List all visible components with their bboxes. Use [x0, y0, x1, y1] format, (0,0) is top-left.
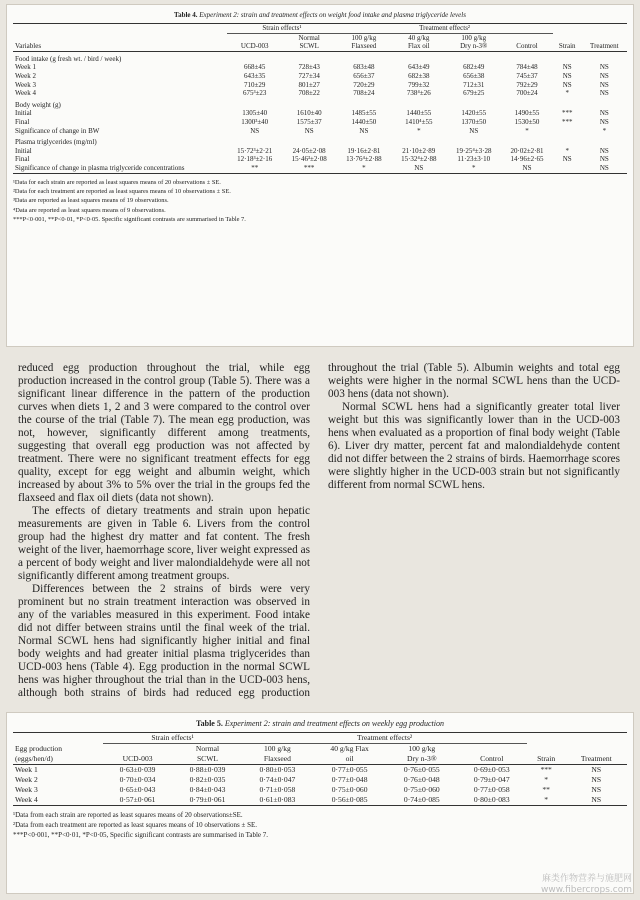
header-group-row — [13, 24, 627, 34]
column-header-line2: (eggs/hen/d) — [13, 754, 103, 765]
column-header-line2: UCD-003 — [227, 42, 281, 51]
table-cell: 1410⁴±55 — [405, 117, 433, 126]
header-row-2 — [13, 42, 627, 51]
column-header-line1: 100 g/kg — [351, 33, 377, 42]
table-row — [13, 164, 627, 173]
table-row — [13, 785, 627, 795]
table-cell: 1300³±40 — [241, 117, 269, 126]
table-cell: NS — [599, 71, 609, 80]
section-title: Body weight (g) — [15, 100, 61, 109]
table-cell: * — [602, 126, 607, 135]
table-cell: *** — [540, 765, 552, 774]
table-cell: NS — [469, 126, 479, 135]
column-header-line2: Treatment — [582, 42, 627, 51]
table-cell: 799±32 — [408, 80, 430, 89]
table-note: ²Data for each treatment are reported as least squares means of 10 observations ± SE. — [13, 187, 231, 195]
table-cell: 0·77±0·058 — [473, 785, 510, 794]
table-cell: NS — [391, 164, 446, 173]
section-row — [13, 51, 627, 63]
table-cell: NS — [250, 126, 260, 135]
table-5-box — [6, 712, 634, 894]
column-header-line2: UCD-003 — [103, 754, 173, 765]
body-paragraph: Differences between the 2 strains of birds were very prominent but no strain treatment interaction was observed in any of the variables measured in this experiment. Food intake did not differ between strains until the final week of the trial. Normal SCWL hens had significantly higher initial and final body weights and had greater initial plasma triglycerides than UCD-003 hens (Table 4). Egg production in the normal SCWL hens was higher throughout the trial than in the UCD-003 hens, although both strains of birds had reduced egg production throughout the trial (Table 5). Albumin weights and total egg weights were higher in the normal SCWL hens than the UCD-003 hens (data not shown). — [18, 362, 620, 699]
table-cell: 727±34 — [298, 71, 320, 80]
watermark-line-1: 麻类作物营养与施肥网 — [541, 874, 632, 884]
table-cell: 0·82±0·035 — [189, 775, 226, 784]
table-cell: NS — [562, 155, 572, 164]
table-cell: * — [565, 89, 569, 98]
column-header-line1 — [227, 33, 281, 42]
table-cell: 0·76±0·048 — [403, 775, 440, 784]
table-cell: * — [565, 146, 569, 155]
column-header-line2: Treatment — [566, 754, 627, 765]
table-cell: ** — [227, 164, 281, 173]
table-cell: ** — [542, 785, 550, 794]
header-group-row — [13, 733, 627, 744]
column-header-line2: Variables — [13, 42, 227, 51]
header-spacer — [582, 24, 627, 34]
table-cell — [553, 127, 582, 136]
table-cell: NS — [599, 155, 609, 164]
column-header-line1: Egg production — [15, 744, 63, 753]
table-cell: 728±43 — [298, 63, 320, 72]
table-cell: *** — [561, 109, 573, 118]
column-header-line1 — [566, 744, 627, 755]
table-row — [13, 775, 627, 785]
table-cell: 11·23±3·10 — [457, 155, 491, 164]
row-label: Initial — [15, 146, 32, 155]
table-cell: * — [336, 164, 391, 173]
table-note: ¹Data for each strain are reported as least squares means of 20 observations ± SE. — [13, 178, 221, 186]
table-cell: 0·80±0·083 — [457, 795, 527, 806]
table-row — [13, 81, 627, 90]
table-cell: * — [446, 164, 501, 173]
treatment-effects-group: Treatment effects² — [336, 24, 552, 34]
table-cell: 656±37 — [353, 71, 375, 80]
table-cell: 682±49 — [463, 63, 485, 72]
table-cell: 0·75±0·060 — [331, 785, 368, 794]
table-cell: 745±37 — [516, 71, 538, 80]
table-row — [13, 118, 627, 127]
table-cell: NS — [566, 795, 627, 806]
column-header-line1 — [13, 33, 227, 42]
table-cell: NS — [591, 765, 602, 774]
column-header-line1 — [457, 744, 527, 755]
table-cell: 1485±55 — [351, 109, 377, 118]
table-row — [13, 63, 627, 72]
table-note: ***P<0·001, **P<0·01, *P<0·05, Specific significant contrasts are summarised in Table 7. — [13, 831, 269, 839]
section-title: Plasma triglycerides (mg/ml) — [15, 138, 97, 147]
table-cell: 1420±55 — [461, 109, 487, 118]
table-cell: 0·57±0·061 — [103, 795, 173, 806]
table-cell: * — [544, 775, 549, 784]
row-label: Week 2 — [15, 71, 37, 80]
table-4-notes — [13, 178, 627, 225]
strain-effects-group: Strain effects¹ — [227, 24, 336, 34]
table-cell: 12·18³±2·16 — [237, 155, 273, 164]
column-header-line2: Control — [501, 42, 553, 51]
table-row — [13, 795, 627, 806]
header-spacer — [527, 733, 566, 744]
body-paragraph: reduced egg production throughout the trial, while egg production increased in the control group (Table 5). There was a significant linear difference in the pattern of the production curves when diets 1, 2 and 3 were compared to the control over the course of the trial (Table 7). The mean egg production, was not, however, significantly different among treatments, suggesting that overall egg production was not affected by treatment. There were no significant treatment effects for egg quality, except for egg weight and albumin weight, which increased by about 3% to 5% over the trial in the groups fed the flaxseed and flax oil diets (data not shown). — [18, 362, 310, 504]
table-5-label: Table 5. — [196, 719, 223, 728]
row-label: Week 4 — [13, 795, 103, 806]
table-cell: NS — [599, 63, 609, 72]
table-cell: 1575±37 — [296, 117, 322, 126]
strain-effects-group: Strain effects¹ — [103, 733, 243, 744]
table-5-title: Experiment 2: strain and treatment effects on weekly egg production — [224, 719, 444, 728]
table-cell: 15·72³±2·21 — [237, 146, 273, 155]
table-cell: 20·02±2·81 — [510, 146, 544, 155]
row-label: Significance of change in plasma triglyceride concentrations — [13, 164, 227, 173]
body-paragraph: The effects of dietary treatments and strain upon hepatic measurements are given in Table 6. Livers from the control group had the highest dry matter and fat content. The fresh weight of the liver, haemorrhage score, liver weight expressed as a percent of body weight and liver malondialdehyde were all not significantly different among treatment groups. — [18, 505, 310, 582]
table-cell: 0·56±0·085 — [312, 795, 386, 806]
table-cell: 720±29 — [353, 80, 375, 89]
table-cell: 1490±55 — [514, 109, 540, 118]
table-row — [13, 127, 627, 136]
table-cell: 24·05±2·08 — [292, 146, 326, 155]
table-note: ²Data from each treatment are reported as least squares means of 10 observations ± SE. — [13, 821, 258, 829]
row-label: Final — [15, 117, 30, 126]
table-cell: 708±22 — [298, 89, 320, 98]
table-cell: NS — [562, 71, 572, 80]
column-header-line1: Normal — [195, 744, 220, 753]
column-header-line1 — [582, 33, 627, 42]
header-row-1 — [13, 744, 627, 755]
table-cell: NS — [599, 89, 609, 98]
table-4-title: Experiment 2: strain and treatment effects on weight food intake and plasma triglyceride levels — [199, 11, 466, 19]
header-spacer — [13, 733, 103, 744]
header-row-1 — [13, 33, 627, 42]
table-cell: NS — [599, 80, 609, 89]
column-header-line2: Control — [457, 754, 527, 765]
table-cell: 668±45 — [244, 63, 266, 72]
table-cell: 0·71±0·058 — [259, 785, 296, 794]
table-cell: NS — [591, 775, 602, 784]
column-header-line1: 100 g/kg — [408, 744, 436, 753]
table-cell: *** — [561, 117, 573, 126]
table-cell: 0·77±0·055 — [331, 765, 368, 774]
column-header-line1: Normal — [298, 33, 320, 42]
table-cell: * — [527, 795, 566, 806]
table-cell: 15·46³±2·08 — [291, 155, 327, 164]
table-cell: * — [525, 126, 529, 135]
table-cell: 0·75±0·060 — [403, 785, 440, 794]
table-cell: 675³±23 — [242, 89, 267, 98]
table-4 — [13, 23, 627, 174]
table-cell: 0·74±0·047 — [259, 775, 296, 784]
table-cell: NS — [562, 63, 572, 72]
table-cell: NS — [599, 117, 609, 126]
table-cell: 21·10±2·89 — [402, 146, 436, 155]
article-body — [18, 362, 620, 705]
table-cell: NS — [599, 146, 609, 155]
table-cell: 1440±50 — [351, 117, 377, 126]
table-cell: 0·84±0·043 — [189, 785, 226, 794]
watermark-line-2: www.fibercrops.com — [541, 885, 632, 895]
table-cell: * — [417, 126, 421, 135]
table-4-caption — [13, 11, 627, 19]
table-cell: 643±35 — [244, 71, 266, 80]
table-cell: 792±29 — [516, 80, 538, 89]
table-cell: 0·65±0·043 — [119, 785, 156, 794]
column-header-line2: Strain — [553, 42, 582, 51]
table-row — [13, 72, 627, 81]
column-header-line2: SCWL — [282, 42, 336, 51]
table-cell: 19·25⁴±3·28 — [456, 146, 492, 155]
column-header-line1 — [103, 744, 173, 755]
column-header-line1 — [553, 33, 582, 42]
table-cell: NS — [562, 80, 572, 89]
table-row — [13, 155, 627, 164]
column-header-line1: 100 g/kg — [461, 33, 487, 42]
table-cell: 712±31 — [463, 80, 485, 89]
header-spacer — [13, 24, 227, 34]
table-cell: 1610±40 — [296, 109, 322, 118]
table-4-label: Table 4. — [174, 11, 198, 19]
column-header-line1: 40 g/kg — [408, 33, 430, 42]
column-header-line2: Flaxseed — [336, 42, 391, 51]
table-cell: NS — [582, 164, 627, 173]
row-label: Week 1 — [15, 63, 37, 72]
table-cell: 15·32⁴±2·88 — [401, 155, 437, 164]
section-row — [13, 98, 627, 110]
table-cell: 1370±50 — [461, 117, 487, 126]
table-cell: 708±24 — [353, 89, 375, 98]
column-header-line2: oil — [312, 754, 386, 765]
row-label: Final — [15, 155, 30, 164]
table-cell: 0·79±0·047 — [473, 775, 510, 784]
table-cell: 679±25 — [463, 89, 485, 98]
table-cell: 643±49 — [408, 63, 430, 72]
table-cell: 656±38 — [463, 71, 485, 80]
row-label: Week 3 — [15, 785, 38, 794]
table-cell: 0·63±0·039 — [119, 765, 156, 774]
header-row-2 — [13, 754, 627, 765]
section-title: Food intake (g fresh wt. / bird / week) — [15, 54, 122, 63]
table-cell: 738⁴±26 — [406, 89, 431, 98]
treatment-effects-group: Treatment effects² — [242, 733, 526, 744]
table-cell: NS — [359, 126, 369, 135]
table-5-caption — [13, 719, 627, 728]
table-row — [13, 109, 627, 118]
table-row — [13, 89, 627, 98]
table-cell: 1440±55 — [406, 109, 432, 118]
row-label: Week 4 — [15, 89, 37, 98]
table-note: ***P<0·001, **P<0·01, *P<0·05. Specific significant contrasts are summarised in Table 7. — [13, 216, 246, 224]
section-row — [13, 135, 627, 147]
column-header-line1: 100 g/kg — [264, 744, 291, 753]
column-header-line1: 40 g/kg Flax — [330, 744, 369, 753]
table-cell: 0·76±0·055 — [403, 765, 440, 774]
table-5-notes — [13, 810, 627, 840]
table-cell: NS — [501, 164, 553, 173]
table-cell: 0·79±0·061 — [173, 795, 243, 806]
table-cell: NS — [591, 785, 602, 794]
table-cell: NS — [599, 109, 609, 118]
table-cell: 0·70±0·034 — [119, 775, 156, 784]
column-header-line2: SCWL — [173, 754, 243, 765]
table-5 — [13, 732, 627, 806]
table-cell: NS — [304, 126, 314, 135]
table-note: ¹Data from each strain are reported as least squares means of 20 observations±SE. — [13, 811, 243, 819]
table-note: ⁴Data are reported as least squares means of 9 observations. — [13, 206, 166, 214]
table-cell: 1530±50 — [514, 117, 540, 126]
table-cell: 801±27 — [298, 80, 320, 89]
body-paragraph: Normal SCWL hens had a significantly greater total liver weight but this was significantly lower than in the UCD-003 hens when evaluated as a proportion of final body weight (Table 6). Liver dry matter, percent fat and malondialdehyde content did not differ between the 2 strains of birds. Haemorrhage scores were slightly higher in the UCD-003 strain but not significantly different from normal SCWL hens. — [328, 401, 620, 491]
column-header-line2: Dry n-3® — [387, 754, 457, 765]
table-cell: *** — [282, 164, 336, 173]
table-4-box — [6, 4, 634, 347]
table-note: ³Data are reported as least squares means of 19 observations. — [13, 197, 169, 205]
row-label: Week 3 — [15, 80, 37, 89]
table-cell: 700±24 — [516, 89, 538, 98]
row-label: Significance of change in BW — [15, 126, 100, 135]
table-cell: 710±29 — [244, 80, 266, 89]
table-cell: 682±38 — [408, 71, 430, 80]
table-cell: 784±48 — [516, 63, 538, 72]
row-label: Week 1 — [15, 765, 38, 774]
table-cell: 1305±40 — [242, 109, 268, 118]
column-header-line1 — [527, 744, 566, 755]
column-header-line2: Flaxseed — [242, 754, 312, 765]
row-label: Initial — [15, 109, 32, 118]
watermark — [541, 874, 632, 896]
table-cell: 14·96±2·65 — [510, 155, 544, 164]
table-cell: 19·16±2·81 — [347, 146, 381, 155]
table-cell: 0·69±0·053 — [473, 765, 510, 774]
row-label: Week 2 — [15, 775, 38, 784]
table-cell: 0·61±0·083 — [242, 795, 312, 806]
header-spacer — [566, 733, 627, 744]
column-header-line2: Flax oil — [391, 42, 446, 51]
table-cell: 0·88±0·039 — [189, 765, 226, 774]
column-header-line2: Strain — [527, 754, 566, 765]
table-cell: 0·74±0·085 — [387, 795, 457, 806]
table-cell: 683±48 — [353, 63, 375, 72]
header-spacer — [553, 24, 582, 34]
column-header-line1 — [501, 33, 553, 42]
table-row — [13, 147, 627, 156]
table-cell — [553, 164, 582, 173]
table-row — [13, 765, 627, 776]
table-cell: 13·76⁴±2·88 — [346, 155, 382, 164]
table-cell: 0·80±0·053 — [259, 765, 296, 774]
column-header-line2: Dry n-3® — [446, 42, 501, 51]
table-cell: 0·77±0·048 — [331, 775, 368, 784]
